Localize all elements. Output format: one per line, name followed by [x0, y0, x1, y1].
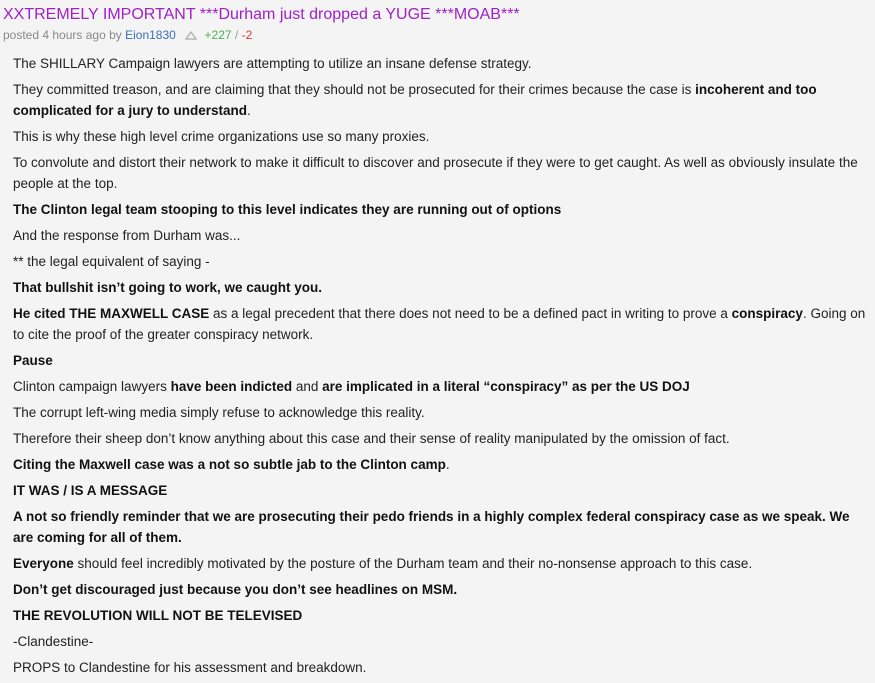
bold-text: Everyone	[13, 556, 74, 571]
bold-text: A not so friendly reminder that we are prosecuting their pedo friends in a highly complex federal conspiracy case as we speak. We are coming for all of them.	[13, 509, 850, 545]
bold-text: have been indicted	[170, 379, 293, 394]
bold-text: IT WAS / IS A MESSAGE	[13, 483, 168, 498]
post-paragraph	[13, 402, 873, 423]
vote-separator: /	[234, 28, 239, 42]
post-paragraph	[13, 126, 873, 147]
text: and	[292, 379, 323, 394]
upvote-count: +227	[204, 28, 232, 42]
post-body	[13, 53, 873, 683]
post-paragraph	[13, 303, 873, 345]
post-paragraph	[13, 454, 873, 475]
text: They committed treason, and are claiming that they should not be prosecuted for their crimes because the case is	[13, 82, 696, 97]
text: This is why these high level crime organizations use so many proxies.	[13, 129, 430, 144]
text: The SHILLARY Campaign lawyers are attempting to utilize an insane defense strategy.	[13, 56, 532, 71]
bold-text: THE REVOLUTION WILL NOT BE TELEVISED	[13, 608, 303, 623]
post-paragraph	[13, 506, 873, 548]
bold-text: Pause	[13, 353, 53, 368]
post-paragraph	[13, 225, 873, 246]
bold-text: are implicated in a literal “conspiracy” as per the US DOJ	[322, 379, 690, 394]
post-paragraph	[13, 553, 873, 574]
post-paragraph	[13, 277, 873, 298]
text: should feel incredibly motivated by the posture of the Durham team and their no-nonsense approach to this case.	[73, 556, 753, 571]
text: Therefore their sheep don’t know anything about this case and their sense of reality manipulated by the omission of fact.	[13, 431, 730, 446]
downvote-count: -2	[241, 28, 253, 42]
text: . Going on to cite the proof of the greater conspiracy network.	[13, 306, 866, 342]
text: And the response from Durham was...	[13, 228, 241, 243]
post-title[interactable]: XXTREMELY IMPORTANT ***Durham just dropped a YUGE ***MOAB***	[3, 6, 520, 23]
post-paragraph	[13, 152, 873, 194]
bold-text: That bullshit isn’t going to work, we caught you.	[13, 280, 322, 295]
post-paragraph	[13, 605, 873, 626]
post-paragraph	[13, 53, 873, 74]
post-paragraph	[13, 657, 873, 678]
text: The corrupt left-wing media simply refuse to acknowledge this reality.	[13, 405, 425, 420]
bold-text: The Clinton legal team stooping to this level indicates they are running out of options	[13, 202, 562, 217]
text: PROPS to Clandestine for his assessment and breakdown.	[13, 660, 367, 675]
post-paragraph	[13, 376, 873, 397]
bold-text: Citing the Maxwell case was a not so subtle jab to the Clinton camp	[13, 457, 446, 472]
text: ** the legal equivalent of saying -	[13, 254, 210, 269]
bold-text: conspiracy	[731, 306, 803, 321]
bold-text: incoherent and too complicated for a jury to understand	[13, 82, 817, 118]
post-paragraph	[13, 579, 873, 600]
post-paragraph	[13, 480, 873, 501]
post-meta	[3, 28, 252, 42]
text: -Clandestine-	[13, 634, 94, 649]
text: .	[247, 103, 251, 118]
post-paragraph	[13, 251, 873, 272]
text: .	[445, 457, 450, 472]
author-link[interactable]: Eion1830	[125, 28, 176, 42]
post-paragraph	[13, 428, 873, 449]
text: as a legal precedent that there does not need to be a defined pact in writing to prove a	[209, 306, 732, 321]
bold-text: He cited THE MAXWELL CASE	[13, 306, 210, 321]
post-paragraph	[13, 79, 873, 121]
post-paragraph	[13, 631, 873, 652]
text: Clinton campaign lawyers	[13, 379, 171, 394]
post-paragraph	[13, 199, 873, 220]
posted-label: posted 4 hours ago by	[3, 28, 122, 42]
post-paragraph	[13, 350, 873, 371]
link-icon[interactable]	[185, 29, 197, 39]
text: To convolute and distort their network to make it difficult to discover and prosecute if they were to get caught. As well as obviously insulate the people at the top.	[13, 155, 858, 191]
bold-text: Don’t get discouraged just because you don’t see headlines on MSM.	[13, 582, 458, 597]
